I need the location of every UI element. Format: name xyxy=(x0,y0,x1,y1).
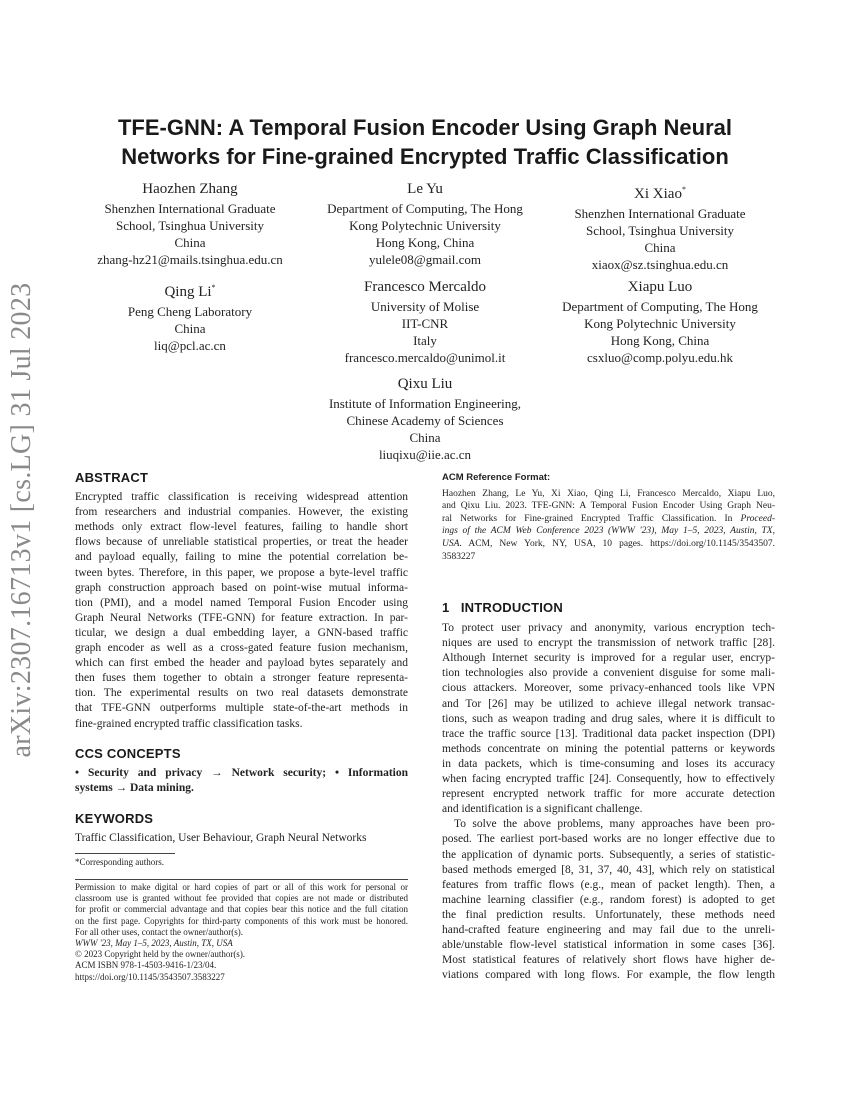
permission-line: Permission to make digital or hard copies of part or all of this work for personal or xyxy=(75,882,408,892)
author-block xyxy=(75,180,305,268)
intro-line: trace the traffic source [13]. Traditional data packet inspection (DPI) xyxy=(442,727,775,740)
abstract-line: tion (PMI), and a model named Temporal Fusion Encoder using xyxy=(75,596,408,609)
acm-reference-line: Haozhen Zhang, Le Yu, Xi Xiao, Qing Li, Francesco Mercaldo, Xiapu Luo, xyxy=(442,488,775,499)
abstract-line: and payload equally, failing to mine the potential correlation be- xyxy=(75,551,408,564)
intro-line: viations compared with long flows. For example, the flow length xyxy=(442,969,775,982)
intro-line: features from traffic flows (e.g., mean of packet length). Then, a xyxy=(442,878,775,891)
author-affiliation: Department of Computing, The Hong xyxy=(327,201,523,216)
author-country: Hong Kong, China xyxy=(375,235,475,250)
abstract-line: from researchers and industrial companies. However, the existing xyxy=(75,506,408,519)
introduction-paragraph xyxy=(442,621,775,817)
acm-reference-line xyxy=(442,538,775,551)
author-affiliation: Shenzhen International Graduate xyxy=(104,201,276,216)
intro-line: and Tor [26] may be utilized to achieve illegal network transac- xyxy=(442,697,775,710)
acm-reference-text: ral Networks for Fine-grained Encrypted Traffic Classification. In xyxy=(442,513,741,524)
author-country: China xyxy=(174,321,206,336)
permission-rule xyxy=(75,879,408,880)
ccs-line: systems → Data mining. xyxy=(75,781,194,794)
abstract-line: ticular, we design a dual embedding layer, a GNN-based traffic xyxy=(75,626,408,639)
title-line: Networks for Fine-grained Encrypted Traffic Classification xyxy=(121,144,729,169)
abstract-line: which can first embed the header and payload bytes separately and xyxy=(75,657,408,670)
acm-reference-line: and Qixu Liu. 2023. TFE-GNN: A Temporal Fusion Encoder Using Graph Neu- xyxy=(442,501,775,512)
introduction-heading: 1 INTRODUCTION xyxy=(442,600,563,615)
author-affiliation: Kong Polytechnic University xyxy=(349,218,501,233)
abstract-heading: ABSTRACT xyxy=(75,470,149,485)
intro-line: the final prediction results. Unfortunately, these methods need xyxy=(442,908,775,921)
right-column xyxy=(442,600,775,983)
acm-reference-venue: USA xyxy=(442,538,460,549)
isbn-line: ACM ISBN 978-1-4503-9416-1/23/04. xyxy=(75,960,217,971)
acm-reference-line xyxy=(442,513,775,526)
arxiv-identifier-text: arXiv:2307.16713v1 [cs.LG] 31 Jul 2023 xyxy=(6,282,37,758)
author-affiliation: School, Tsinghua University xyxy=(586,223,734,238)
author-email: francesco.mercaldo@unimol.it xyxy=(344,350,506,365)
author-affiliation: IIT-CNR xyxy=(401,316,449,331)
intro-line: Although Internet security is improved for a regular user, encryp- xyxy=(442,652,775,665)
author-name: Qing Li xyxy=(164,284,212,300)
conference-info: WWW '23, May 1–5, 2023, Austin, TX, USA xyxy=(75,938,233,949)
abstract-line: Graph Neural Networks (TFE-GNN) for feature extraction. In par- xyxy=(75,611,408,624)
abstract-line: fine-grained encrypted traffic classification tasks. xyxy=(75,717,303,730)
permission-line: classroom use is granted without fee provided that copies are not made or distributed xyxy=(75,893,408,904)
permission-line: on the first page. Copyrights for third-party components of this work must be honored. xyxy=(75,915,408,926)
author-country: Hong Kong, China xyxy=(610,333,710,348)
author-email: liuqixu@iie.ac.cn xyxy=(378,447,472,462)
intro-line: tions, such as weapon trading and drug sales, where it is difficult to xyxy=(442,712,775,725)
acm-reference-venue: ings of the ACM Web Conference 2023 (WWW '23), May 1–5, 2023, Austin, TX, xyxy=(442,526,775,537)
author-affiliation: Peng Cheng Laboratory xyxy=(127,304,253,319)
abstract-line: graph construction approach based on point-wise mutual informa- xyxy=(75,581,408,594)
permission-block xyxy=(75,882,408,983)
intro-line: able/unstable flow-level statistical information in some cases [36]. xyxy=(442,939,775,952)
intro-line: the application of dynamic ports. Subsequently, a series of statistic- xyxy=(442,848,775,861)
abstract-line: Encrypted traffic classification is receiving widespread attention xyxy=(75,491,408,504)
acm-reference-venue: Proceed- xyxy=(740,513,775,524)
author-affiliation: Kong Polytechnic University xyxy=(584,316,736,331)
permission-line: for profit or commercial advantage and that copies bear this notice and the full citation xyxy=(75,904,408,915)
abstract-line: methods only extract flow-level features, failing to handle short xyxy=(75,521,408,534)
ccs-concepts-body xyxy=(75,766,408,796)
author-affiliation: University of Molise xyxy=(370,299,480,314)
author-country: Italy xyxy=(413,333,437,348)
footnote xyxy=(75,857,408,868)
intro-line: To protect user privacy and anonymity, various encryption tech- xyxy=(442,622,775,635)
intro-line: methods concentrate on mining the potential patterns or keywords xyxy=(442,742,775,755)
author-block xyxy=(310,278,540,366)
abstract-line: graph encoder as well as a cross-gated feature fusion mechanism, xyxy=(75,642,408,655)
author-name: Qixu Liu xyxy=(397,376,453,392)
author-email: xiaox@sz.tsinghua.edu.cn xyxy=(591,257,729,272)
corresponding-mark: * xyxy=(681,185,686,194)
author-name: Francesco Mercaldo xyxy=(363,279,487,295)
author-email: zhang-hz21@mails.tsinghua.edu.cn xyxy=(97,252,283,267)
copyright-line: © 2023 Copyright held by the owner/author(s). xyxy=(75,949,246,960)
introduction-paragraph xyxy=(442,817,775,983)
acm-reference-heading: ACM Reference Format: xyxy=(442,472,551,483)
intro-line: hand-crafted feature engineering and may fail due to the unreli- xyxy=(442,923,775,936)
abstract-line: tween bytes. Therefore, in this paper, we propose a byte-level traffic xyxy=(75,566,408,579)
author-email: liq@pcl.ac.cn xyxy=(154,338,226,353)
corresponding-authors-note: *Corresponding authors. xyxy=(75,857,164,867)
intro-line: cious attackers. Moreover, some privacy-enhanced tools like VPN xyxy=(442,682,775,695)
author-country: China xyxy=(644,240,676,255)
author-email: yulele08@gmail.com xyxy=(369,252,481,267)
author-affiliation: Institute of Information Engineering, xyxy=(328,396,522,411)
permission-line: For all other uses, contact the owner/author(s). xyxy=(75,926,243,937)
author-affiliation: Department of Computing, The Hong xyxy=(562,299,758,314)
intro-line: in data packets, which is time-consuming and loses its accuracy xyxy=(442,757,775,770)
footnote-rule xyxy=(75,853,175,854)
intro-line: Most statistical features of relatively short flows have higher de- xyxy=(442,954,775,967)
intro-line: when facing encrypted traffic [24]. Consequently, how to effectively xyxy=(442,773,775,786)
intro-line: To solve the above problems, many approaches have been pro- xyxy=(454,818,775,831)
author-country: China xyxy=(174,235,206,250)
acm-reference-format xyxy=(442,472,775,563)
acm-reference-line xyxy=(442,525,775,538)
paper-title xyxy=(75,113,775,171)
author-block xyxy=(75,278,305,354)
author-block xyxy=(545,278,775,366)
title-line: TFE-GNN: A Temporal Fusion Encoder Using Graph Neural xyxy=(117,115,732,140)
intro-line: based methods emerged [8, 31, 37, 40, 43], which rely on statistical xyxy=(442,863,775,876)
abstract-body xyxy=(75,490,408,732)
author-country: China xyxy=(409,430,441,445)
ccs-concepts-heading: CCS CONCEPTS xyxy=(75,745,181,761)
left-column xyxy=(75,470,408,846)
abstract-line: that TFE-GNN outperforms multiple state-of-the-art methods in xyxy=(75,702,408,715)
author-name: Xiapu Luo xyxy=(627,279,693,295)
author-name: Xi Xiao xyxy=(634,186,682,202)
doi-link[interactable]: https://doi.org/10.1145/3543507.3583227 xyxy=(75,971,225,982)
corresponding-mark: * xyxy=(211,283,216,292)
author-affiliation: School, Tsinghua University xyxy=(116,218,264,233)
author-email: csxluo@comp.polyu.edu.hk xyxy=(587,350,733,365)
intro-line: machine learning classifier (e.g., random forest) is adopted to get xyxy=(442,893,775,906)
author-name: Le Yu xyxy=(407,181,443,197)
author-name: Haozhen Zhang xyxy=(142,181,238,197)
intro-line: represent encrypted network traffic for more accurate detection xyxy=(442,788,775,801)
intro-line: posed. The earliest port-based works are no longer effective due to xyxy=(442,833,775,846)
intro-line: niques are used to encrypt the transmission of network traffic [28]. xyxy=(442,637,775,650)
acm-reference-line: 3583227 xyxy=(442,551,476,562)
ccs-line: • Security and privacy → Network security; • Information xyxy=(75,766,408,779)
author-block xyxy=(545,180,775,273)
author-block xyxy=(310,180,540,268)
author-block xyxy=(310,375,540,463)
abstract-line: tion. The experimental results on two real datasets demonstrate xyxy=(75,687,408,700)
intro-line: and identification is a significant challenge. xyxy=(442,803,643,816)
abstract-line: flows because of unreliable statistical properties, or treat the header xyxy=(75,536,408,549)
author-affiliation: Shenzhen International Graduate xyxy=(574,206,746,221)
keywords-text: Traffic Classification, User Behaviour, Graph Neural Networks xyxy=(75,831,367,844)
keywords-heading: KEYWORDS xyxy=(75,810,154,826)
acm-reference-text[interactable]: . ACM, New York, NY, USA, 10 pages. https://doi.org/10.1145/3543507. xyxy=(459,538,775,549)
intro-line: tion technologies also provide a convenient disguise for some mali- xyxy=(442,667,775,680)
author-affiliation: Chinese Academy of Sciences xyxy=(346,413,504,428)
abstract-line: then fuses them together to obtain a stronger feature representa- xyxy=(75,672,408,685)
